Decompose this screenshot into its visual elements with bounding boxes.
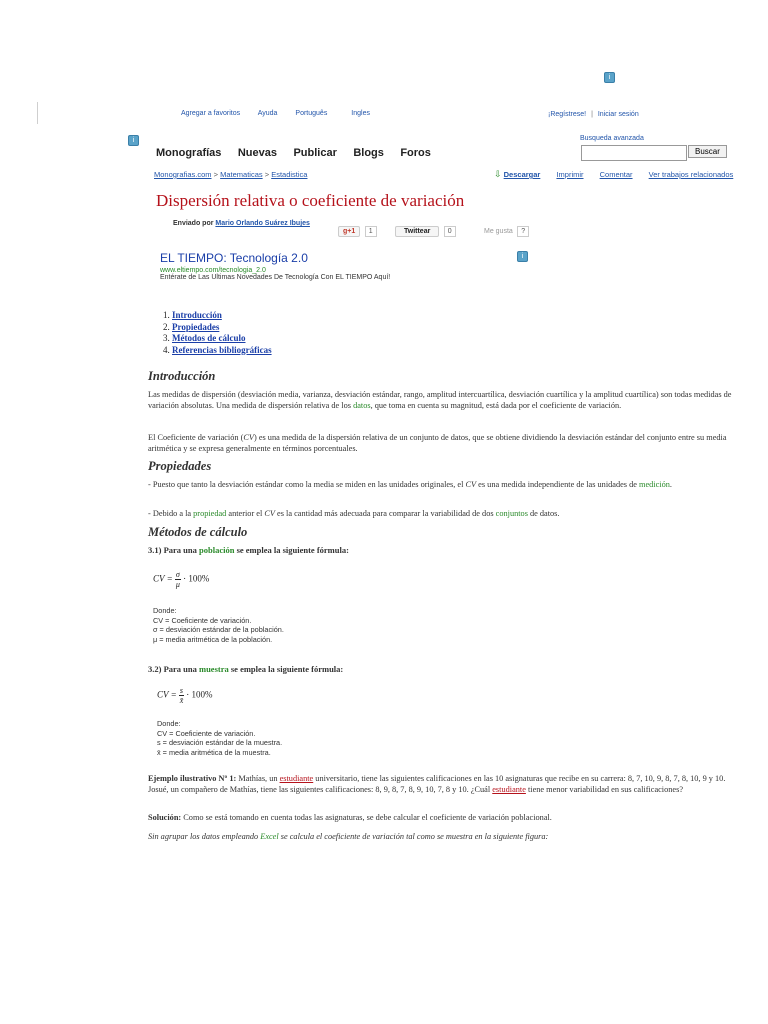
formula-muestra: CV = $\frac{s}{x̄}$ · 100%: [157, 686, 213, 705]
toc-link-introduccion[interactable]: Introducción: [172, 310, 222, 320]
register-link[interactable]: ¡Regístrese!: [548, 111, 587, 118]
datos-link[interactable]: datos: [353, 401, 371, 410]
breadcrumb-separator: >: [264, 170, 270, 179]
divider: [37, 102, 38, 124]
related-works-link[interactable]: Ver trabajos relacionados: [648, 170, 734, 179]
toc-link-metodos[interactable]: Métodos de cálculo: [172, 333, 246, 343]
nav-publicar[interactable]: Publicar: [293, 147, 337, 159]
estudiante-link[interactable]: estudiante: [492, 785, 526, 794]
breadcrumb-item[interactable]: Monografias.com: [154, 170, 212, 179]
info-icon: i: [604, 72, 615, 83]
excel-link[interactable]: Excel: [260, 832, 279, 841]
intro-paragraph-2: El Coeficiente de variación (CV) es una medida de la dispersión relativa de un conjunto de datos, que se obtiene dividiendo la desviación estándar del conjunto entre su media aritmética y se expresa generalmente en términos porcentuales.: [148, 433, 727, 453]
portuguese-link[interactable]: Português: [295, 110, 328, 117]
comment-link[interactable]: Comentar: [599, 170, 633, 179]
author-row: [173, 220, 310, 227]
gplus-count: 1: [365, 226, 377, 237]
gplus-widget[interactable]: [338, 220, 377, 238]
gplus-button[interactable]: g+1: [338, 226, 360, 237]
donde-muestra: Donde: CV = Coeficiente de variación. s = desviación estándar de la muestra. x̄ = media aritmética de la muestra.: [157, 719, 283, 757]
medicion-link[interactable]: medición: [639, 480, 670, 489]
toc-item: [172, 322, 272, 334]
subsection-muestra: 3.2) Para una muestra se emplea la siguiente fórmula:: [148, 664, 344, 674]
section-heading-introduccion: Introducción: [148, 369, 216, 383]
download-link[interactable]: Descargar: [503, 170, 541, 179]
nav-blogs[interactable]: Blogs: [353, 147, 384, 159]
section-heading-metodos: Métodos de cálculo: [148, 525, 248, 539]
ad-block[interactable]: [160, 251, 540, 281]
info-icon: i: [128, 135, 139, 146]
actions-bar: [494, 169, 733, 180]
print-link[interactable]: Imprimir: [556, 170, 584, 179]
nav-monografias[interactable]: Monografías: [156, 147, 222, 159]
main-nav: [156, 143, 443, 161]
ad-text: Entérate de Las Ultimas Novedades De Tecnología Con EL TIEMPO Aquí!: [160, 274, 391, 281]
props-paragraph-1: - Puesto que tanto la desviación estándar como la media se miden en las unidades originales, el CV es una medida independiente de las unidades de medición.: [148, 480, 672, 489]
search-button[interactable]: Buscar: [688, 145, 727, 158]
breadcrumb-separator: >: [213, 170, 219, 179]
advanced-search-link[interactable]: Busqueda avanzada: [580, 135, 644, 142]
toc-item: [172, 345, 272, 357]
excel-paragraph: Sin agrupar los datos empleando Excel se calcula el coeficiente de variación tal como se muestra en la siguiente figura:: [148, 832, 549, 841]
help-link[interactable]: Ayuda: [257, 110, 278, 117]
gplus-icon: g: [343, 228, 348, 235]
ad-url[interactable]: www.eltiempo.com/tecnologia_2.0: [160, 267, 266, 274]
toc-link-referencias[interactable]: Referencias bibliográficas: [172, 344, 272, 355]
breadcrumb-item[interactable]: Matematicas: [220, 170, 263, 179]
account-links: [548, 111, 639, 118]
nav-foros[interactable]: Foros: [400, 147, 431, 159]
formula-poblacion: CV = $\frac{\sigma}{\mu}$ · 100%: [153, 570, 210, 589]
ad-info-icon[interactable]: i: [517, 251, 528, 262]
toc-item: [172, 310, 272, 322]
propiedad-link[interactable]: propiedad: [193, 509, 227, 518]
twitter-button[interactable]: Twittear: [395, 226, 439, 237]
subsection-poblacion: 3.1) Para una población se emplea la siguiente fórmula:: [148, 545, 349, 555]
breadcrumb: [154, 170, 307, 179]
section-heading-propiedades: Propiedades: [148, 459, 212, 473]
breadcrumb-item[interactable]: Estadistica: [271, 170, 308, 179]
login-link[interactable]: Iniciar sesión: [597, 111, 639, 118]
muestra-link[interactable]: muestra: [199, 664, 229, 674]
toc-link-propiedades[interactable]: Propiedades: [172, 321, 220, 332]
poblacion-link[interactable]: población: [199, 545, 235, 555]
like-count: ?: [517, 226, 529, 237]
toc-item: [172, 333, 272, 345]
intro-paragraph-1: Las medidas de dispersión (desviación media, varianza, desviación estándar, rango, amplitud intercuartílica, desviación cuartílica y la amplitud cuartílica) son todas medidas de variación absolutas. Una medida de dispersión relativa de los datos, que toma en cuenta su magnitud, está dada por el coeficiente de variación.: [148, 390, 732, 410]
author-link[interactable]: Mario Orlando Suárez Ibujes: [215, 220, 310, 227]
like-button[interactable]: Me gusta: [484, 228, 513, 235]
ad-title[interactable]: EL TIEMPO: Tecnología 2.0: [160, 251, 308, 265]
estudiante-link[interactable]: estudiante: [279, 774, 314, 783]
like-widget[interactable]: [484, 220, 529, 238]
example-paragraph: Ejemplo ilustrativo Nº 1: Mathías, un estudiante universitario, tiene las siguientes calificaciones en las 10 asignaturas que recibe en su carrera: 8, 7, 10, 9, 8, 7, 8, 10, 9 y 10. Josué, un compañero de Mathías, tiene las siguientes calificaciones: 8, 9, 8, 7, 8, 9, 10, 7, 8 y 10. ¿Cuál estudiante tiene menor variabilidad en sus calificaciones?: [148, 774, 726, 794]
add-favorites-link[interactable]: Agregar a favoritos: [181, 110, 241, 117]
article-title: Dispersión relativa o coeficiente de variación: [156, 191, 465, 210]
fraction: $\frac{\sigma}{\mu}$: [175, 570, 180, 589]
download-icon: ⇩: [494, 169, 502, 179]
nav-nuevas[interactable]: Nuevas: [237, 147, 277, 159]
solution-paragraph: Solución: Como se está tomando en cuenta todas las asignaturas, se debe calcular el coeficiente de variación poblacional.: [148, 813, 552, 822]
sent-by-label: Enviado por: [173, 220, 214, 227]
top-links: [181, 110, 370, 117]
english-link[interactable]: Ingles: [351, 110, 370, 117]
conjuntos-link[interactable]: conjuntos: [495, 509, 528, 518]
fraction: $\frac{s}{x̄}$: [179, 686, 184, 705]
twitter-count: 0: [444, 226, 456, 237]
twitter-widget[interactable]: [395, 220, 456, 238]
donde-poblacion: Donde: CV = Coeficiente de variación. σ = desviación estándar de la población. μ = media aritmética de la población.: [153, 606, 284, 644]
props-paragraph-2: - Debido a la propiedad anterior el CV es la cantidad más adecuada para comparar la variabilidad de dos conjuntos de datos.: [148, 509, 560, 518]
search-input[interactable]: [581, 145, 687, 161]
table-of-contents: [150, 310, 272, 356]
separator: |: [591, 111, 593, 118]
